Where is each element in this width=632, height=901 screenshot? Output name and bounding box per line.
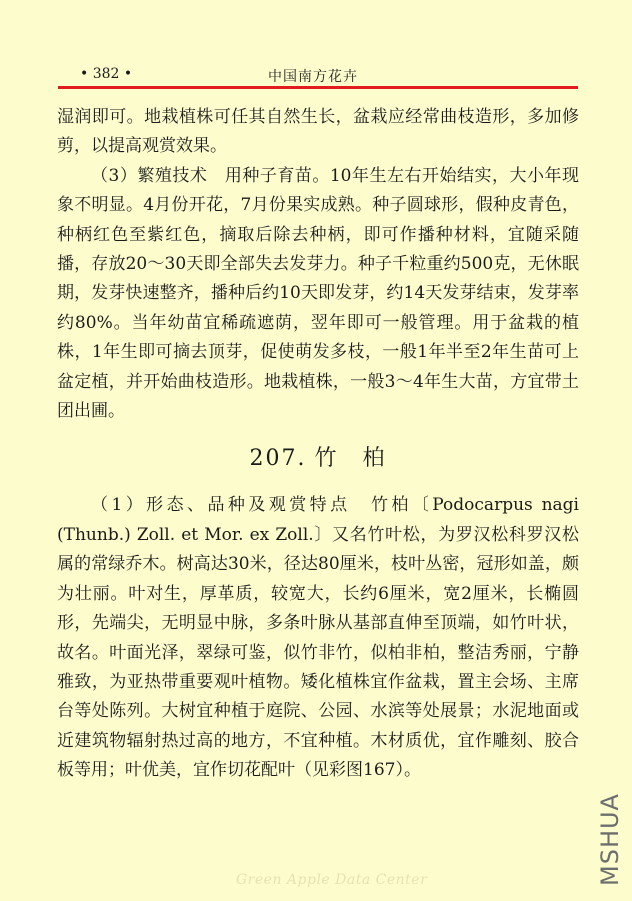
header-rule <box>58 86 578 89</box>
paragraph-1: 湿润即可。地栽植株可任其自然生长，盆栽应经常曲枝造形，多加修剪，以提高观赏效果。 <box>57 107 579 157</box>
section-heading <box>57 444 579 474</box>
paragraph-2: （3）繁殖技术 用种子育苗。10年生左右开始结实，大小年现象不明显。4月份开花，7月份果实成熟。种子圆球形，假种皮青色，种柄红色至紫红色，摘取后除去种柄，即可作播种材料，宜随采随播，存放20～30天即全部失去发芽力。种子千粒重约500克，无休眠期，发芽快速整齐，播种后约10天即发芽，约14天发芽结束，发芽率约80%。当年幼苗宜稀疏遮荫，翌年即可一般管理。用于盆栽的植株，1年生即可摘去顶芽，促使萌发多枝，一般1年半至2年生苗可上盆定植，并开始曲枝造形。地栽植株，一般3～4年生大苗，方宜带土团出圃。 <box>57 165 579 422</box>
section-number: 207. <box>249 446 307 472</box>
page-header <box>58 66 578 86</box>
paragraph-3: （1）形态、品种及观赏特点 竹柏〔Podocarpus nagi (Thunb.) Zoll. et Mor. ex Zoll.〕又名竹叶松，为罗汉松科罗汉松属的常绿乔木。树高达30米，径达80厘米，枝叶丛密，冠形如盖，颇为壮丽。叶对生，厚革质，较宽大，长约6厘米，宽2厘米，长椭圆形，先端尖，无明显中脉，多条叶脉从基部直伸至顶端，如竹叶状，故名。叶面光泽，翠绿可鉴，似竹非竹，似柏非柏，整洁秀丽，宁静雅致，为亚热带重要观叶植物。矮化植株宜作盆栽，置主会场、主席台等处陈列。大树宜种植于庭院、公园、水滨等处展景；水泥地面或近建筑物辐射热过高的地方，不宜种植。木材质优，宜作雕刻、胶合板等用；叶优美，宜作切花配叶（见彩图167）。 <box>57 495 579 781</box>
page-body <box>57 103 579 786</box>
page-number: • 382 • <box>80 66 133 82</box>
running-title: 中国南方花卉 <box>268 69 358 85</box>
side-watermark: MSHUA <box>596 793 624 886</box>
section-name: 竹 柏 <box>314 446 387 472</box>
watermark-text: Green Apple Data Center <box>236 872 428 888</box>
